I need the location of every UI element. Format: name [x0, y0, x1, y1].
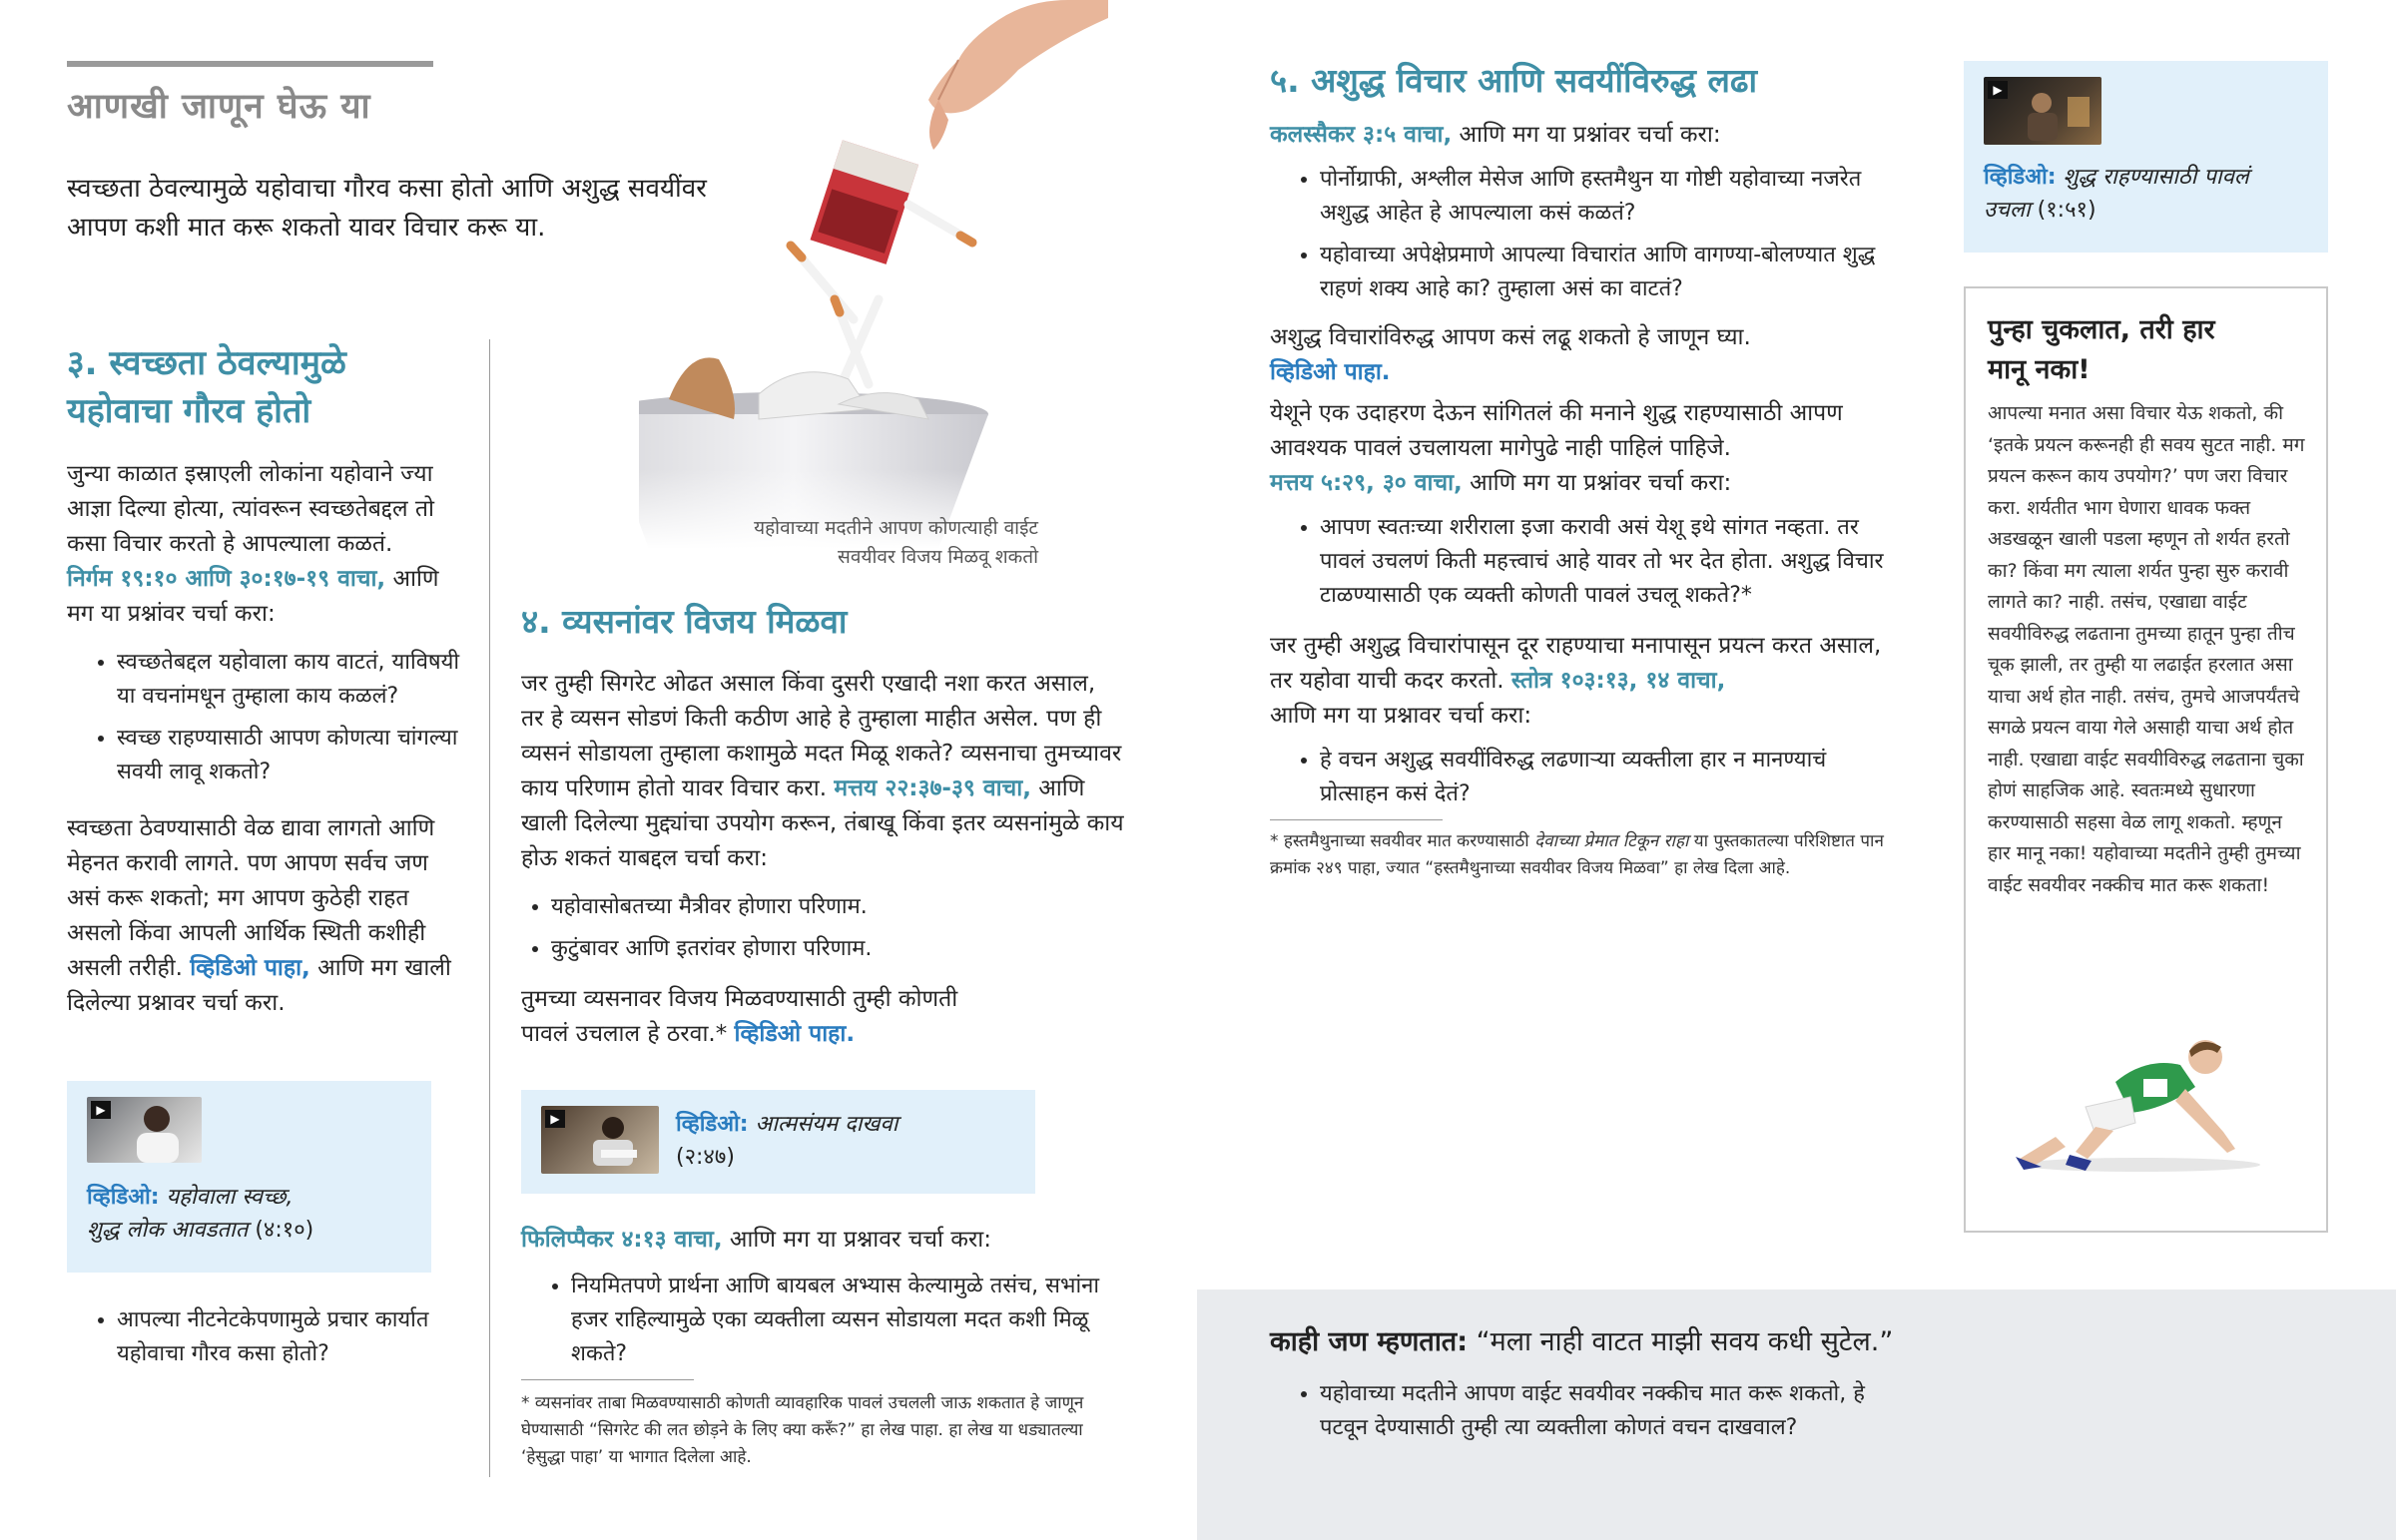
footnote-start: * हस्तमैथुनाच्या सवयीवर मात करण्यासाठी — [1270, 831, 1535, 851]
video-title-line2: शुद्ध लोक आवडतात — [87, 1218, 249, 1243]
section-3-heading-line1: ३. स्वच्छता ठेवल्यामुळे — [67, 343, 346, 383]
section-3 — [67, 339, 461, 1021]
section-4-para2-text: तुमच्या व्यसनावर विजय मिळवण्यासाठी तुम्ही कोणती पावलं उचलाल हे ठरवा.* — [521, 986, 958, 1047]
video-card-sidebar[interactable] — [1964, 61, 2328, 253]
section-5-para2 — [1270, 396, 1884, 501]
section-5-scripture1-para — [1270, 118, 1884, 153]
section-4-after-scripture2: आणि मग या प्रश्नावर चर्चा करा: — [722, 1227, 992, 1253]
watch-video-link-s3[interactable]: व्हिडिओ पाहा, — [190, 955, 310, 981]
video-label: व्हिडिओ: — [676, 1112, 749, 1137]
video-title-s4 — [676, 1108, 1025, 1174]
section-4-heading: ४. व्यसनांवर विजय मिळवा — [521, 602, 848, 641]
section-5-after-scripture1: आणि मग या प्रश्नांवर चर्चा करा: — [1452, 122, 1721, 148]
section-4-para1 — [521, 667, 1125, 876]
footnote-divider — [1270, 819, 1443, 820]
list-item: • यहोवासोबतच्या मैत्रीवर होणारा परिणाम. — [551, 890, 1125, 924]
list-item: • स्वच्छ राहण्यासाठी आपण कोणत्या चांगल्या सवयी लावू शकतो? — [117, 722, 461, 789]
section-3-heading-line2: यहोवाचा गौरव होतो — [67, 391, 311, 431]
play-icon[interactable]: ▶ — [545, 1110, 565, 1128]
section-3-question-after — [67, 1303, 481, 1379]
stumbling-runner-icon — [1996, 1027, 2285, 1177]
section-3-para2-end: आणि मग खाली दिलेल्या प्रश्नावर चर्चा करा. — [67, 955, 451, 1016]
list-item: • स्वच्छतेबद्दल यहोवाला काय वाटतं, याविषयी या वचनांमधून तुम्हाला काय कळलं? — [117, 646, 461, 714]
watch-video-link-s5[interactable]: व्हिडिओ पाहा. — [1270, 359, 1391, 385]
some-say-label: काही जण म्हणतात: — [1270, 1326, 1468, 1357]
section-5-video-para-text: अशुद्ध विचारांविरुद्ध आपण कसं लढू शकतो हे जाणून घ्या. — [1270, 324, 1751, 350]
video-title-line1: यहोवाला स्वच्छ, — [166, 1185, 294, 1210]
watch-video-link-s4[interactable]: व्हिडिओ पाहा. — [734, 1021, 856, 1047]
section-3-after-scripture: आणि मग या प्रश्नांवर चर्चा करा: — [67, 566, 439, 627]
section-4-para2 — [521, 982, 990, 1052]
section-4-footnote: * व्यसनांवर ताबा मिळवण्यासाठी कोणती व्यावहारिक पावलं उचलली जाऊ शकतात हे जाणून घेण्यासाठी “सिगरेट की लत छोड़ने के लिए क्या करूँ?” हा लेख पाहा. हा लेख या धड्यातल्या ‘हेसुद्धा पाहा’ या भागात दिलेला आहे. — [521, 1393, 1084, 1467]
dont-give-up-title — [1988, 310, 2307, 390]
list-item: • यहोवाच्या अपेक्षेप्रमाणे आपल्या विचारांत आणि वागण्या-बोलण्यात शुद्ध राहणं शक्य आहे का? तुम्हाला असं का वाटतं? — [1320, 239, 1884, 306]
intro-text: स्वच्छता ठेवल्यामुळे यहोवाचा गौरव कसा होतो आणि अशुद्ध सवयींवर आपण कशी मात करू शकतो यावर विचार करू या. — [67, 174, 707, 243]
list-item: • आपण स्वतःच्या शरीराला इजा करावी असं येशू इथे सांगत नव्हता. तर पावलं उचलणं किती महत्त्वाचं आहे यावर तो भर देत होता. अशुद्ध विचार टाळण्यासाठी एक व्यक्ती कोणती पावलं उचलू शकते?* — [1320, 511, 1884, 613]
section-5-heading: ५. अशुद्ध विचार आणि सवयींविरुद्ध लढा — [1270, 61, 1758, 100]
video-title: आत्मसंयम दाखवा — [755, 1112, 898, 1137]
video-thumbnail[interactable] — [87, 1097, 202, 1163]
video-duration: (२:४७) — [676, 1145, 735, 1170]
section-5-after-scripture3: आणि मग या प्रश्नावर चर्चा करा: — [1270, 703, 1532, 729]
section-4 — [521, 599, 1125, 1052]
footnote-end: या पुस्तकातल्या परिशिष्टात पान क्रमांक २४९ पाहा, ज्यात “हस्तमैथुनाच्या सवयीवर विजय मिळवा” हा लेख दिला आहे. — [1270, 831, 1884, 878]
scripture-colossians-link[interactable]: कलस्सैकर ३:५ वाचा, — [1270, 122, 1453, 148]
scripture-psalm-link[interactable]: स्तोत्र १०३:१३, १४ वाचा, — [1510, 668, 1726, 694]
some-say-quote: “मला नाही वाटत माझी सवय कधी सुटेल.” — [1468, 1326, 1894, 1357]
video-label: व्हिडिओ: — [87, 1185, 160, 1210]
section-5-video-para — [1270, 320, 1884, 390]
section-3-heading — [67, 339, 461, 435]
play-icon[interactable]: ▶ — [1988, 81, 2008, 99]
scripture-exodus-link[interactable]: निर्गम १९:१० आणि ३०:१७-१९ वाचा, — [67, 566, 386, 592]
hand-trash-icon — [639, 0, 1108, 549]
dont-give-up-text: आपल्या मनात असा विचार येऊ शकतो, की ‘इतके प्रयत्न करूनही ही सवय सुटत नाही. मग प्रयत्न करून काय उपयोग?’ पण जरा विचार करा. शर्यतीत भाग घेणारा धावक फक्त अडखळून खाली पडला म्हणून तो शर्यत हरतो का? किंवा मग त्याला शर्यत पुन्हा सुरु करावी लागते का? नाही. तसंच, एखाद्या वाईट सवयीविरुद्ध लढताना तुमच्या हातून पुन्हा तीच चूक झाली, तर तुम्ही या लढाईत हरलात असा याचा अर्थ होत नाही. तसंच, तुमचे आजपर्यंतचे सगळे प्रयत्न वाया गेले असाही याचा अर्थ होत नाही. एखाद्या वाईट सवयीविरुद्ध लढताना चुका होणं साहजिक आहे. स्वतःमध्ये सुधारणा करण्यासाठी सहसा वेळ लागू शकतो. म्हणून हार मानू नका! यहोवाच्या मदतीने तुम्ही तुमच्या वाईट सवयीवर नक्कीच मात करू शकता! — [1988, 402, 2305, 896]
section-4-question — [521, 1270, 1120, 1371]
trash-bin-illustration — [639, 0, 1108, 549]
video-thumbnail[interactable] — [1984, 77, 2101, 145]
list-item: • पोर्नोग्राफी, अश्लील मेसेज आणि हस्तमैथुन या गोष्टी यहोवाच्या नजरेत अशुद्ध आहेत हे आपल्याला कसं कळतं? — [1320, 163, 1884, 231]
footnote-divider — [521, 1379, 694, 1380]
image-caption: यहोवाच्या मदतीने आपण कोणत्याही वाईट सवयीवर विजय मिळवू शकतो — [754, 517, 1038, 568]
section-5-footnote — [1270, 828, 1884, 882]
section-3-para2 — [67, 811, 461, 1021]
section-5-questions1 — [1270, 163, 1884, 306]
video-title-line1: शुद्ध राहण्यासाठी पावलं — [2063, 165, 2249, 190]
some-say-question — [1270, 1377, 1919, 1453]
column-divider — [489, 339, 490, 1477]
video-card-s4[interactable] — [521, 1090, 1035, 1194]
section-5-question3 — [1270, 744, 1884, 811]
video-duration: (१:५१) — [2037, 198, 2096, 223]
video-card-s3[interactable] — [67, 1081, 431, 1273]
scripture-matthew-22-link[interactable]: मत्तय २२:३७-३९ वाचा, — [834, 775, 1031, 801]
box-title-line2: मानू नका! — [1988, 354, 2091, 385]
video-duration: (४:१०) — [255, 1218, 314, 1243]
video-label: व्हिडिओ: — [1984, 165, 2057, 190]
section-4-para1-end: आणि खाली दिलेल्या मुद्द्यांचा उपयोग करून, तंबाखू किंवा इतर व्यसनांमुळे काय होऊ शकतं याबद्दल चर्चा करा: — [521, 775, 1124, 871]
play-icon[interactable]: ▶ — [91, 1101, 111, 1119]
video-title-sidebar — [1984, 161, 2318, 227]
section-4-scripture2-para — [521, 1223, 1120, 1258]
intro-title: आणखी जाणून घेऊ या — [67, 87, 371, 127]
section-3-para1 — [67, 457, 461, 632]
list-item: • यहोवाच्या मदतीने आपण वाईट सवयीवर नक्कीच मात करू शकतो, हे पटवून देण्यासाठी तुम्ही त्या व्यक्तीला कोणतं वचन दाखवाल? — [1320, 1377, 1919, 1445]
list-item: • हे वचन अशुद्ध सवयींविरुद्ध लढणाऱ्या व्यक्तीला हार न मानण्याचं प्रोत्साहन कसं देतं? — [1320, 744, 1884, 811]
section-5-after-scripture2: आणि मग या प्रश्नांवर चर्चा करा: — [1462, 470, 1732, 496]
video-title-s3 — [87, 1181, 416, 1247]
scripture-matthew-5-link[interactable]: मत्तय ५:२९, ३० वाचा, — [1270, 470, 1463, 496]
footnote-book-title: देवाच्या प्रेमात टिकून राहा — [1534, 831, 1689, 851]
section-3-para1-text: जुन्या काळात इस्राएली लोकांना यहोवाने ज्या आज्ञा दिल्या होत्या, त्यांवरून स्वच्छतेबद्दल तो कसा विचार करतो हे आपल्याला कळतं. — [67, 461, 434, 557]
list-item: • नियमितपणे प्रार्थना आणि बायबल अभ्यास केल्यामुळे तसंच, सभांना हजर राहिल्यामुळे एका व्यक्तीला व्यसन सोडायला मदत कशी मिळू शकते? — [571, 1270, 1120, 1371]
section-3-questions — [67, 646, 461, 789]
section-5 — [1270, 58, 1884, 882]
list-item: • कुटुंबावर आणि इतरांवर होणारा परिणाम. — [551, 932, 1125, 966]
video-thumbnail[interactable] — [541, 1106, 659, 1174]
section-3-para2-text: स्वच्छता ठेवण्यासाठी वेळ द्यावा लागतो आणि मेहनत करावी लागते. पण आपण सर्वच जण असं करू शकतो; मग आपण कुठेही राहत असलो किंवा आपली आर्थिक स्थिती कशीही असली तरीही. — [67, 815, 435, 981]
dont-give-up-box — [1964, 286, 2328, 1233]
section-5-para3 — [1270, 629, 1884, 734]
list-item: • आपल्या नीटनेटकेपणामुळे प्रचार कार्यात यहोवाचा गौरव कसा होतो? — [117, 1303, 481, 1371]
some-say-line — [1270, 1322, 1893, 1362]
section-4-points — [521, 890, 1125, 966]
box-title-line1: पुन्हा चुकलात, तरी हार — [1988, 314, 2215, 345]
scripture-philippians-link[interactable]: फिलिप्पैकर ४:१३ वाचा, — [521, 1227, 723, 1253]
some-say-box — [1197, 1289, 2396, 1540]
section-5-questions2 — [1270, 511, 1884, 613]
section-4-para1-text: जर तुम्ही सिगरेट ओढत असाल किंवा दुसरी एखादी नशा करत असाल, तर हे व्यसन सोडणं किती कठीण आहे हे तुम्हाला माहीत असेल. पण ही व्यसनं सोडायला तुम्हाला कशामुळे मदत मिळू शकते? व्यसनाचा तुमच्यावर काय परिणाम होतो यावर विचार करा. — [521, 671, 1122, 801]
section-5-para3-text: जर तुम्ही अशुद्ध विचारांपासून दूर राहण्याचा मनापासून प्रयत्न करत असाल, तर यहोवा याची कदर करतो. — [1270, 633, 1882, 694]
section-4-cont — [521, 1223, 1120, 1471]
section-5-para2-text: येशूने एक उदाहरण देऊन सांगितलं की मनाने शुद्ध राहण्यासाठी आपण आवश्यक पावलं उचलायला मागेपुढे नाही पाहिलं पाहिजे. — [1270, 400, 1843, 461]
intro-rule — [67, 61, 433, 67]
video-title-line2: उचला — [1984, 198, 2031, 223]
